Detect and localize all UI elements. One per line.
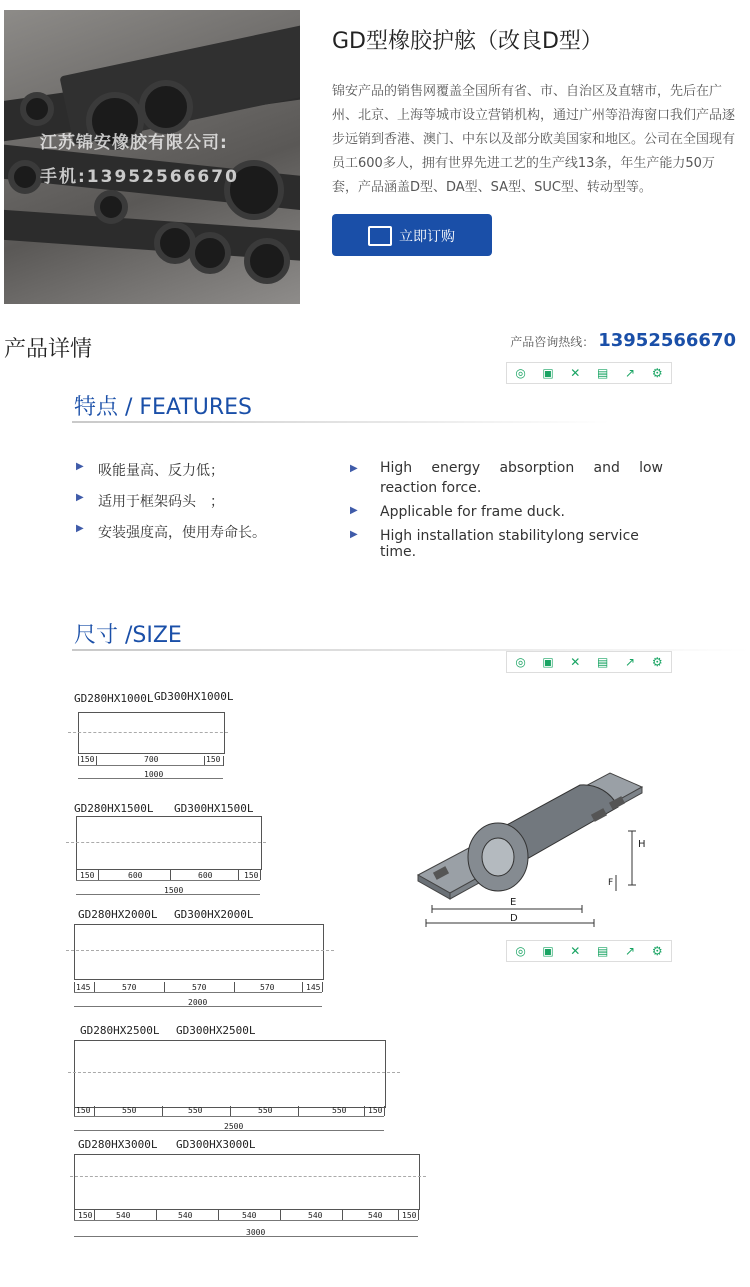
product-photo [4,10,300,304]
product-title: GD型橡胶护舷（改良D型） [332,29,603,54]
dim-label: 145 [306,983,321,992]
dim-label: 150 [76,1106,91,1115]
size-drawing-3000 [70,1136,430,1246]
dim-label: 540 [308,1211,323,1220]
dim-label: 600 [128,871,143,880]
drawing-label: GD300HX3000L [176,1138,256,1151]
drawing-label: GD280HX1500L [74,802,154,815]
size-title: 尺寸 /SIZE [74,623,182,648]
settings-icon[interactable]: ⚙ [651,366,663,380]
dim-total: 1000 [144,770,164,779]
iso-label-d: D [510,913,518,924]
search-icon[interactable]: ◎ [515,655,526,669]
order-button-label: 立即订购 [399,229,455,245]
watermark-phone: 手机:13952566670 [40,167,239,187]
dim-label: 150 [78,1211,93,1220]
chat-icon [368,226,392,246]
drawing-label: GD300HX2000L [174,908,254,921]
search-icon[interactable]: ◎ [515,944,526,958]
features-divider [72,421,610,423]
toolbar-illustration [506,940,672,962]
dim-label: 570 [192,983,207,992]
dim-label: 150 [368,1106,383,1115]
dim-total: 3000 [246,1228,266,1237]
toolbar-size [506,651,672,673]
dim-label: 550 [122,1106,137,1115]
feature-cn-item: ▶ 吸能量高、反力低； [76,460,316,480]
save-icon[interactable]: ▤ [596,366,609,380]
feature-en-item: ▶ Applicable for frame duck. [350,504,663,520]
drawing-label: GD300HX2500L [176,1024,256,1037]
dim-label: 145 [76,983,91,992]
dim-label: 150 [80,755,95,764]
save-icon[interactable]: ▤ [596,655,609,669]
size-drawing-1000 [68,690,238,790]
expand-icon[interactable]: ✕ [570,944,581,958]
dim-total: 2000 [188,998,208,1007]
settings-icon[interactable]: ⚙ [651,655,663,669]
save-icon[interactable]: ▤ [596,944,609,958]
drawing-label: GD300HX1500L [174,802,254,815]
dim-label: 150 [402,1211,417,1220]
drawing-label: GD280HX2500L [80,1024,160,1037]
fender-outline [74,1040,386,1108]
drawing-label: GD280HX3000L [78,1138,158,1151]
hotline-number[interactable]: 13952566670 [598,330,736,351]
size-drawing-2500 [68,1022,408,1136]
fender-outline [74,1154,420,1210]
detail-title: 产品详情 [4,337,93,362]
features-title: 特点 / FEATURES [74,395,252,420]
fender-isometric-illustration [410,735,660,935]
fender-outline [78,712,225,754]
drawing-label: GD300HX1000L [154,690,234,703]
search-icon[interactable]: ◎ [515,366,526,380]
fender-outline [74,924,324,980]
dim-label: 700 [144,755,159,764]
share-icon[interactable]: ↗ [624,366,635,380]
hotline [510,330,736,351]
dim-label: 600 [198,871,213,880]
toolbar-features [506,362,672,384]
copy-icon[interactable]: ▣ [542,655,554,669]
feature-cn-item: ▶ 安装强度高，使用寿命长。 [76,522,316,542]
dim-label: 550 [258,1106,273,1115]
fender-outline [76,816,262,870]
dim-label: 570 [260,983,275,992]
dim-label: 570 [122,983,137,992]
expand-icon[interactable]: ✕ [570,366,581,380]
feature-en-item: ▶ High installation stabilitylong service time. [350,528,663,560]
iso-label-f: F [608,878,614,888]
dim-label: 550 [332,1106,347,1115]
copy-icon[interactable]: ▣ [542,366,554,380]
dim-label: 150 [244,871,259,880]
dim-label: 150 [206,755,221,764]
dim-label: 540 [368,1211,383,1220]
expand-icon[interactable]: ✕ [570,655,581,669]
size-drawing-2000 [66,906,336,1010]
features-cn-list [76,460,316,542]
share-icon[interactable]: ↗ [624,944,635,958]
watermark-company: 江苏锦安橡胶有限公司: [40,133,228,153]
copy-icon[interactable]: ▣ [542,944,554,958]
hotline-label: 产品咨询热线： [510,335,595,349]
product-description: 锦安产品的销售网覆盖全国所有省、市、自治区及直辖市，先后在广州、北京、上海等城市设立营销机构，通过广州等沿海窗口我们产品逐步远销到香港、澳门、中东以及部分欧美国家和地区。公司在全国现有员工600多人，拥有世界先进工艺的生产线13条，年生产能力50万套，产品涵盖D型、DA型、SA型、SUC型、转动型等。 [332,84,736,195]
size-drawing-1500 [66,800,276,900]
iso-label-e: E [510,897,517,908]
feature-cn-item: ▶ 适用于框架码头 ； [76,491,316,511]
drawing-label: GD280HX2000L [78,908,158,921]
dim-label: 150 [80,871,95,880]
dim-total: 1500 [164,886,184,895]
iso-label-h: H [638,839,646,850]
dim-label: 550 [188,1106,203,1115]
settings-icon[interactable]: ⚙ [651,944,663,958]
dim-label: 540 [116,1211,131,1220]
feature-en-item: ▶ High energy absorption and low reaction force. [350,458,663,498]
dim-label: 540 [242,1211,257,1220]
dim-label: 540 [178,1211,193,1220]
dim-total: 2500 [224,1122,244,1131]
order-button[interactable] [332,214,492,256]
drawing-label: GD280HX1000L [74,692,154,705]
features-en-list [350,458,663,560]
share-icon[interactable]: ↗ [624,655,635,669]
